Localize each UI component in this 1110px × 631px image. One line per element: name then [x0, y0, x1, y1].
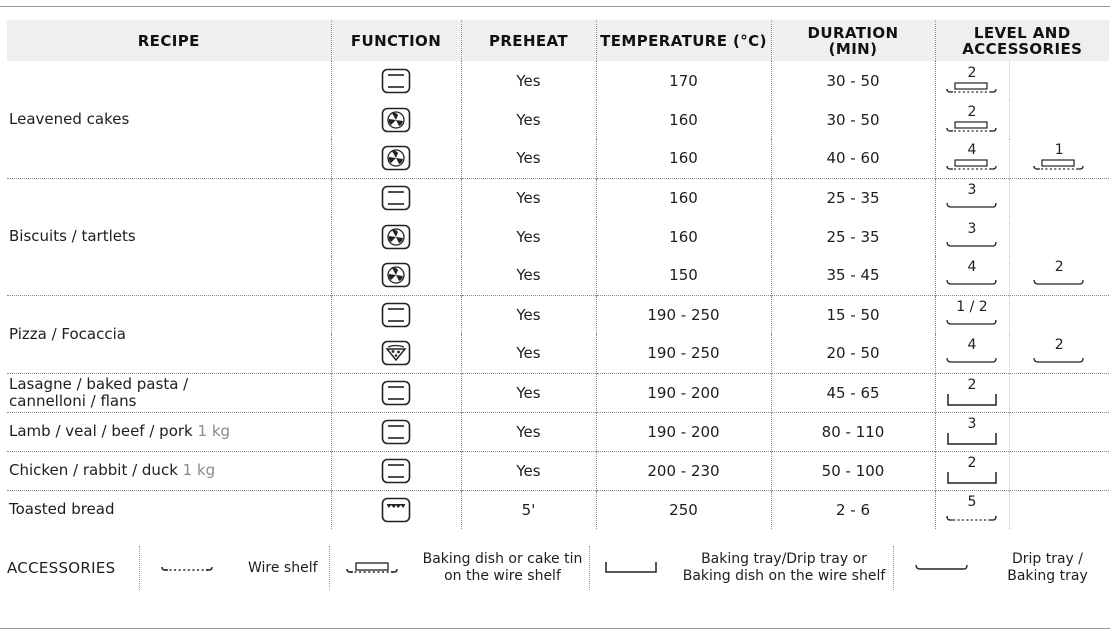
- header-temperature: TEMPERATURE (°C): [596, 20, 771, 61]
- recipe-cell: [7, 412, 331, 451]
- level-accessory: [942, 222, 1002, 252]
- level-cell: [935, 373, 1009, 412]
- duration-cell: [771, 373, 935, 412]
- preheat-value: Yes: [516, 110, 541, 129]
- cooking-table: [7, 20, 1109, 529]
- second-level-cell: [1009, 217, 1109, 256]
- static-heat-icon: [381, 185, 411, 211]
- recipe-name: Toasted bread: [9, 500, 115, 519]
- function-cell: [331, 373, 461, 412]
- second-level-cell: [1009, 256, 1109, 295]
- legend-wire-shelf-icon: [160, 544, 216, 592]
- function-cell: [331, 334, 461, 373]
- legend-baking-dish-icon: [345, 544, 401, 592]
- preheat-value: Yes: [516, 305, 541, 324]
- level-accessory: [942, 417, 1002, 447]
- temperature-value: 160: [669, 227, 698, 246]
- recipe-name: Leavened cakes: [9, 109, 130, 128]
- second-level-cell: [1009, 295, 1109, 334]
- table-header-row: [7, 20, 1109, 61]
- legend-divider: [893, 546, 894, 590]
- temperature-value: 190 - 200: [647, 383, 720, 402]
- temperature-value: 160: [669, 188, 698, 207]
- duration-value: 25 - 35: [826, 227, 880, 246]
- second-level-cell: [1009, 178, 1109, 217]
- temperature-cell: [596, 334, 771, 373]
- level-cell: [935, 490, 1009, 529]
- level-accessory: [942, 105, 1002, 135]
- fan-forced-icon: [381, 107, 411, 133]
- function-cell: [331, 451, 461, 490]
- duration-cell: [771, 217, 935, 256]
- temperature-value: 160: [669, 149, 698, 168]
- level-number: 5: [967, 493, 977, 510]
- recipe-name: Biscuits / tartlets: [9, 227, 136, 245]
- drip-tray-icon: [945, 237, 999, 252]
- level-number-2: 2: [1054, 337, 1064, 354]
- level-accessory: [942, 260, 1002, 290]
- drip-tray-icon: [945, 198, 999, 213]
- level-accessory-2: [1029, 260, 1089, 290]
- recipe-name: Lamb / veal / beef / pork: [9, 422, 193, 440]
- fan-forced-icon: [381, 224, 411, 250]
- header-duration-line1: DURATION: [807, 23, 899, 42]
- level-accessory: [942, 183, 1002, 213]
- header-level-line2: ACCESSORIES: [962, 39, 1083, 58]
- duration-value: 50 - 100: [821, 461, 885, 480]
- preheat-value: Yes: [516, 344, 541, 363]
- legend-baking-dish-line2: on the wire shelf: [444, 568, 561, 584]
- legend-baking-tray-line2: Baking dish on the wire shelf: [682, 568, 886, 584]
- recipe-weight: 1 kg: [182, 461, 216, 479]
- table-row: [7, 295, 1109, 334]
- baking-tray-icon: [945, 393, 999, 408]
- second-level-cell: [1009, 373, 1109, 412]
- preheat-cell: [461, 295, 596, 334]
- static-heat-icon: [381, 302, 411, 328]
- legend-baking-tray-icon: [603, 544, 661, 592]
- baking-dish-on-wire-shelf-icon: [945, 158, 999, 173]
- preheat-value: Yes: [516, 227, 541, 246]
- temperature-value: 150: [669, 266, 698, 285]
- duration-value: 40 - 60: [826, 149, 880, 168]
- preheat-value: Yes: [516, 266, 541, 285]
- preheat-value: Yes: [516, 461, 541, 480]
- level-number: 2: [967, 64, 977, 81]
- preheat-value: Yes: [516, 71, 541, 90]
- recipe-cell: [7, 295, 331, 373]
- preheat-cell: [461, 373, 596, 412]
- function-cell: [331, 217, 461, 256]
- duration-value: 2 - 6: [835, 500, 871, 519]
- level-cell: [935, 139, 1009, 178]
- duration-value: 30 - 50: [826, 110, 880, 129]
- second-level-cell: [1009, 412, 1109, 451]
- table-row: [7, 412, 1109, 451]
- drip-tray-icon: [945, 315, 999, 330]
- pizza-function-icon: [381, 340, 411, 366]
- level-number-2: 1: [1054, 142, 1064, 159]
- level-cell: [935, 178, 1009, 217]
- level-cell: [935, 334, 1009, 373]
- level-cell: [935, 100, 1009, 139]
- second-level-cell: [1009, 451, 1109, 490]
- drip-tray-icon: [945, 353, 999, 368]
- fan-forced-icon: [381, 262, 411, 288]
- temperature-cell: [596, 100, 771, 139]
- drip-tray-icon: [1032, 275, 1086, 290]
- temperature-value: 250: [669, 500, 698, 519]
- header-function: FUNCTION: [331, 20, 461, 61]
- table-row: [7, 373, 1109, 412]
- function-cell: [331, 412, 461, 451]
- accessories-legend: [0, 544, 1110, 592]
- recipe-weight: 1 kg: [197, 422, 231, 440]
- level-number: 3: [967, 220, 977, 237]
- baking-dish-on-wire-shelf-icon: [1032, 158, 1086, 173]
- duration-cell: [771, 61, 935, 100]
- temperature-value: 160: [669, 110, 698, 129]
- duration-cell: [771, 139, 935, 178]
- duration-value: 80 - 110: [821, 422, 885, 441]
- baking-dish-on-wire-shelf-icon: [945, 120, 999, 135]
- header-preheat: PREHEAT: [461, 20, 596, 61]
- baking-tray-icon: [945, 471, 999, 486]
- temperature-cell: [596, 61, 771, 100]
- duration-cell: [771, 490, 935, 529]
- temperature-cell: [596, 256, 771, 295]
- level-number: 2: [967, 454, 977, 471]
- level-number: 1 / 2: [956, 298, 988, 315]
- duration-cell: [771, 100, 935, 139]
- top-rule: [0, 6, 1110, 7]
- table-row: [7, 178, 1109, 217]
- preheat-cell: [461, 139, 596, 178]
- temperature-cell: [596, 373, 771, 412]
- temperature-cell: [596, 451, 771, 490]
- duration-cell: [771, 451, 935, 490]
- recipe-cell: [7, 373, 331, 412]
- preheat-cell: [461, 61, 596, 100]
- fan-forced-icon: [381, 145, 411, 171]
- temperature-value: 200 - 230: [647, 461, 720, 480]
- static-heat-icon: [381, 380, 411, 406]
- level-number: 3: [967, 181, 977, 198]
- second-level-cell: [1009, 490, 1109, 529]
- second-level-cell: [1009, 334, 1109, 373]
- table-row: [7, 451, 1109, 490]
- duration-cell: [771, 334, 935, 373]
- second-level-cell: [1009, 61, 1109, 100]
- header-duration-line2: (MIN): [828, 39, 878, 58]
- temperature-cell: [596, 178, 771, 217]
- preheat-cell: [461, 100, 596, 139]
- legend-drip-tray-label: [1007, 551, 1088, 585]
- baking-tray-icon: [945, 432, 999, 447]
- legend-baking-dish-line1: Baking dish or cake tin: [422, 551, 583, 567]
- recipe-name: Chicken / rabbit / duck: [9, 461, 178, 479]
- legend-baking-dish-label: [423, 551, 583, 585]
- recipe-name-line2: cannelloni / flans: [9, 391, 137, 410]
- preheat-cell: [461, 334, 596, 373]
- duration-value: 30 - 50: [826, 71, 880, 90]
- recipe-cell: [7, 178, 331, 295]
- temperature-cell: [596, 412, 771, 451]
- duration-value: 45 - 65: [826, 383, 880, 402]
- static-heat-icon: [381, 458, 411, 484]
- level-number-2: 2: [1054, 259, 1064, 276]
- table-row: [7, 61, 1109, 100]
- level-cell: [935, 217, 1009, 256]
- header-duration: [771, 20, 935, 61]
- temperature-value: 190 - 250: [647, 344, 720, 363]
- recipe-name: Pizza / Focaccia: [9, 324, 126, 343]
- level-cell: [935, 295, 1009, 334]
- duration-value: 35 - 45: [826, 266, 880, 285]
- duration-cell: [771, 178, 935, 217]
- recipe-name-line1: Lasagne / baked pasta /: [9, 374, 189, 393]
- level-accessory-2: [1029, 143, 1089, 173]
- duration-cell: [771, 295, 935, 334]
- level-accessory-2: [1029, 338, 1089, 368]
- preheat-value: Yes: [516, 383, 541, 402]
- legend-divider: [329, 546, 330, 590]
- preheat-cell: [461, 412, 596, 451]
- drip-tray-icon: [945, 275, 999, 290]
- static-heat-icon: [381, 419, 411, 445]
- legend-baking-tray-line1: Baking tray/Drip tray or: [701, 551, 867, 567]
- duration-value: 15 - 50: [826, 305, 880, 324]
- temperature-cell: [596, 295, 771, 334]
- level-accessory: [942, 456, 1002, 486]
- function-cell: [331, 178, 461, 217]
- duration-cell: [771, 256, 935, 295]
- preheat-value: 5': [521, 500, 536, 519]
- temperature-cell: [596, 139, 771, 178]
- legend-baking-tray-label: [683, 551, 886, 585]
- preheat-cell: [461, 217, 596, 256]
- level-number: 4: [967, 142, 977, 159]
- legend-drip-tray-icon: [914, 544, 972, 592]
- function-cell: [331, 100, 461, 139]
- duration-value: 20 - 50: [826, 344, 880, 363]
- duration-cell: [771, 412, 935, 451]
- legend-baking-dish-item: [420, 544, 585, 592]
- level-number: 2: [967, 103, 977, 120]
- legend-drip-tray-item: [1000, 544, 1095, 592]
- temperature-value: 190 - 250: [647, 305, 720, 324]
- level-number: 4: [967, 337, 977, 354]
- recipe-cell: [7, 451, 331, 490]
- temperature-cell: [596, 490, 771, 529]
- level-accessory: [942, 143, 1002, 173]
- second-level-cell: [1009, 100, 1109, 139]
- level-number: 4: [967, 259, 977, 276]
- bottom-rule: [0, 628, 1110, 629]
- level-cell: [935, 412, 1009, 451]
- static-heat-icon: [381, 68, 411, 94]
- level-number: 2: [967, 376, 977, 393]
- header-level-line1: LEVEL AND: [973, 23, 1071, 42]
- level-number: 3: [967, 415, 977, 432]
- legend-drip-tray-line2: Baking tray: [1007, 568, 1088, 584]
- preheat-value: Yes: [516, 149, 541, 168]
- level-cell: [935, 61, 1009, 100]
- function-cell: [331, 61, 461, 100]
- baking-dish-on-wire-shelf-icon: [945, 81, 999, 96]
- level-cell: [935, 256, 1009, 295]
- legend-baking-tray-item: [680, 544, 888, 592]
- legend-wire-shelf-label: Wire shelf: [248, 559, 318, 576]
- legend-wire-shelf-item: [248, 544, 318, 592]
- legend-drip-tray-line1: Drip tray /: [1011, 551, 1084, 567]
- duration-value: 25 - 35: [826, 188, 880, 207]
- temperature-cell: [596, 217, 771, 256]
- level-cell: [935, 451, 1009, 490]
- temperature-value: 190 - 200: [647, 422, 720, 441]
- recipe-cell: [7, 61, 331, 178]
- preheat-cell: [461, 178, 596, 217]
- function-cell: [331, 139, 461, 178]
- legend-title: ACCESSORIES: [7, 559, 116, 577]
- temperature-value: 170: [669, 71, 698, 90]
- legend-divider: [139, 546, 140, 590]
- level-accessory: [942, 66, 1002, 96]
- preheat-value: Yes: [516, 188, 541, 207]
- legend-divider: [589, 546, 590, 590]
- level-accessory: [942, 378, 1002, 408]
- function-cell: [331, 256, 461, 295]
- level-accessory: [942, 495, 1002, 525]
- table-row: [7, 490, 1109, 529]
- drip-tray-icon: [1032, 353, 1086, 368]
- recipe-cell: [7, 490, 331, 529]
- function-cell: [331, 295, 461, 334]
- preheat-cell: [461, 451, 596, 490]
- level-accessory: [942, 300, 1002, 330]
- header-level-accessories: [935, 20, 1109, 61]
- preheat-cell: [461, 490, 596, 529]
- header-recipe: RECIPE: [7, 20, 331, 61]
- legend-title-item: [7, 544, 115, 592]
- preheat-cell: [461, 256, 596, 295]
- function-cell: [331, 490, 461, 529]
- wire-shelf-icon: [945, 510, 999, 525]
- grill-icon: [381, 497, 411, 523]
- second-level-cell: [1009, 139, 1109, 178]
- preheat-value: Yes: [516, 422, 541, 441]
- level-accessory: [942, 338, 1002, 368]
